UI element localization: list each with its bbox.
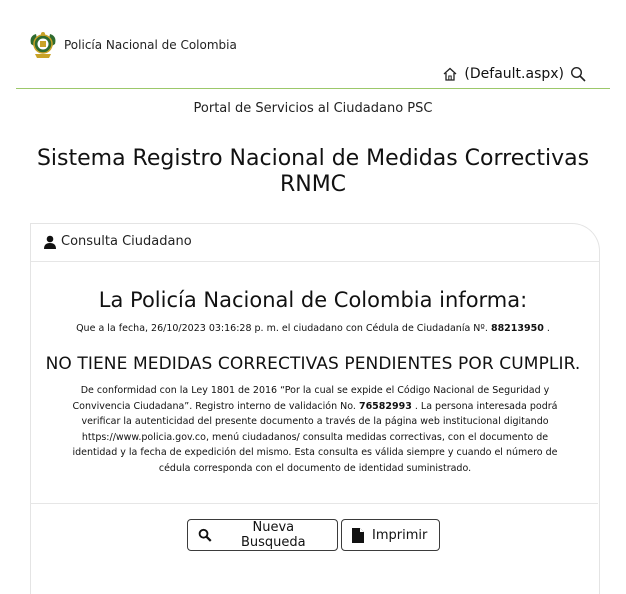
card-header [43, 234, 192, 249]
user-icon [43, 235, 57, 249]
document-number: 88213950 [490, 323, 544, 334]
header-divider [16, 88, 610, 89]
brand[interactable] [28, 30, 237, 60]
validation-number: 76582993 [358, 400, 412, 412]
consultation-date-line [0, 323, 626, 334]
legal-paragraph [60, 383, 570, 477]
card-header-divider [31, 261, 599, 262]
police-crest-icon [28, 30, 58, 60]
legal-text-before: De conformidad con la Ley 1801 de 2016 “Por la cual se expide el Código Nacional de Seguridad y Convivencia Ciudadana”. Registro interno de validación No. [72, 385, 550, 412]
actions-divider [30, 503, 598, 504]
result-headline: La Policía Nacional de Colombia informa: [98, 288, 528, 312]
print-label: Imprimir [372, 527, 428, 543]
new-search-label: Nueva Busqueda [240, 520, 306, 550]
system-title-line2: RNMC [279, 172, 347, 197]
card-header-label: Consulta Ciudadano [61, 234, 192, 249]
search-icon [198, 528, 212, 542]
utility-bar [442, 66, 586, 82]
document-icon [352, 528, 364, 543]
legal-text-after: . La persona interesada podrá verificar la autenticidad del presente documento a través de la página web institucional digitando https://www.policia.gov.co, menú ciudadanos/ consulta medidas correctivas, con el documento de identidad y la fecha de expedición del mismo. Esta consulta es válida siempre y cuando el número de cédula corresponda con el documento de identidad suministrado. [72, 400, 558, 474]
brand-name: Policía Nacional de Colombia [64, 38, 237, 52]
search-icon[interactable] [570, 66, 586, 82]
system-title [0, 146, 626, 198]
portal-title: Portal de Servicios al Ciudadano PSC [193, 101, 433, 116]
home-link[interactable]: (Default.aspx) [464, 66, 564, 82]
date-prefix: Que a la fecha, 26/10/2023 03:16:28 p. m. el ciudadano con Cédula de Ciudadanía Nº. [76, 323, 488, 334]
status-message: NO TIENE MEDIDAS CORRECTIVAS PENDIENTES POR CUMPLIR. [45, 354, 581, 374]
system-title-line1: Sistema Registro Nacional de Medidas Correctivas [36, 146, 590, 171]
date-suffix: . [546, 323, 550, 334]
new-search-button[interactable] [187, 519, 338, 551]
home-icon[interactable] [442, 66, 458, 82]
print-button[interactable] [341, 519, 440, 551]
